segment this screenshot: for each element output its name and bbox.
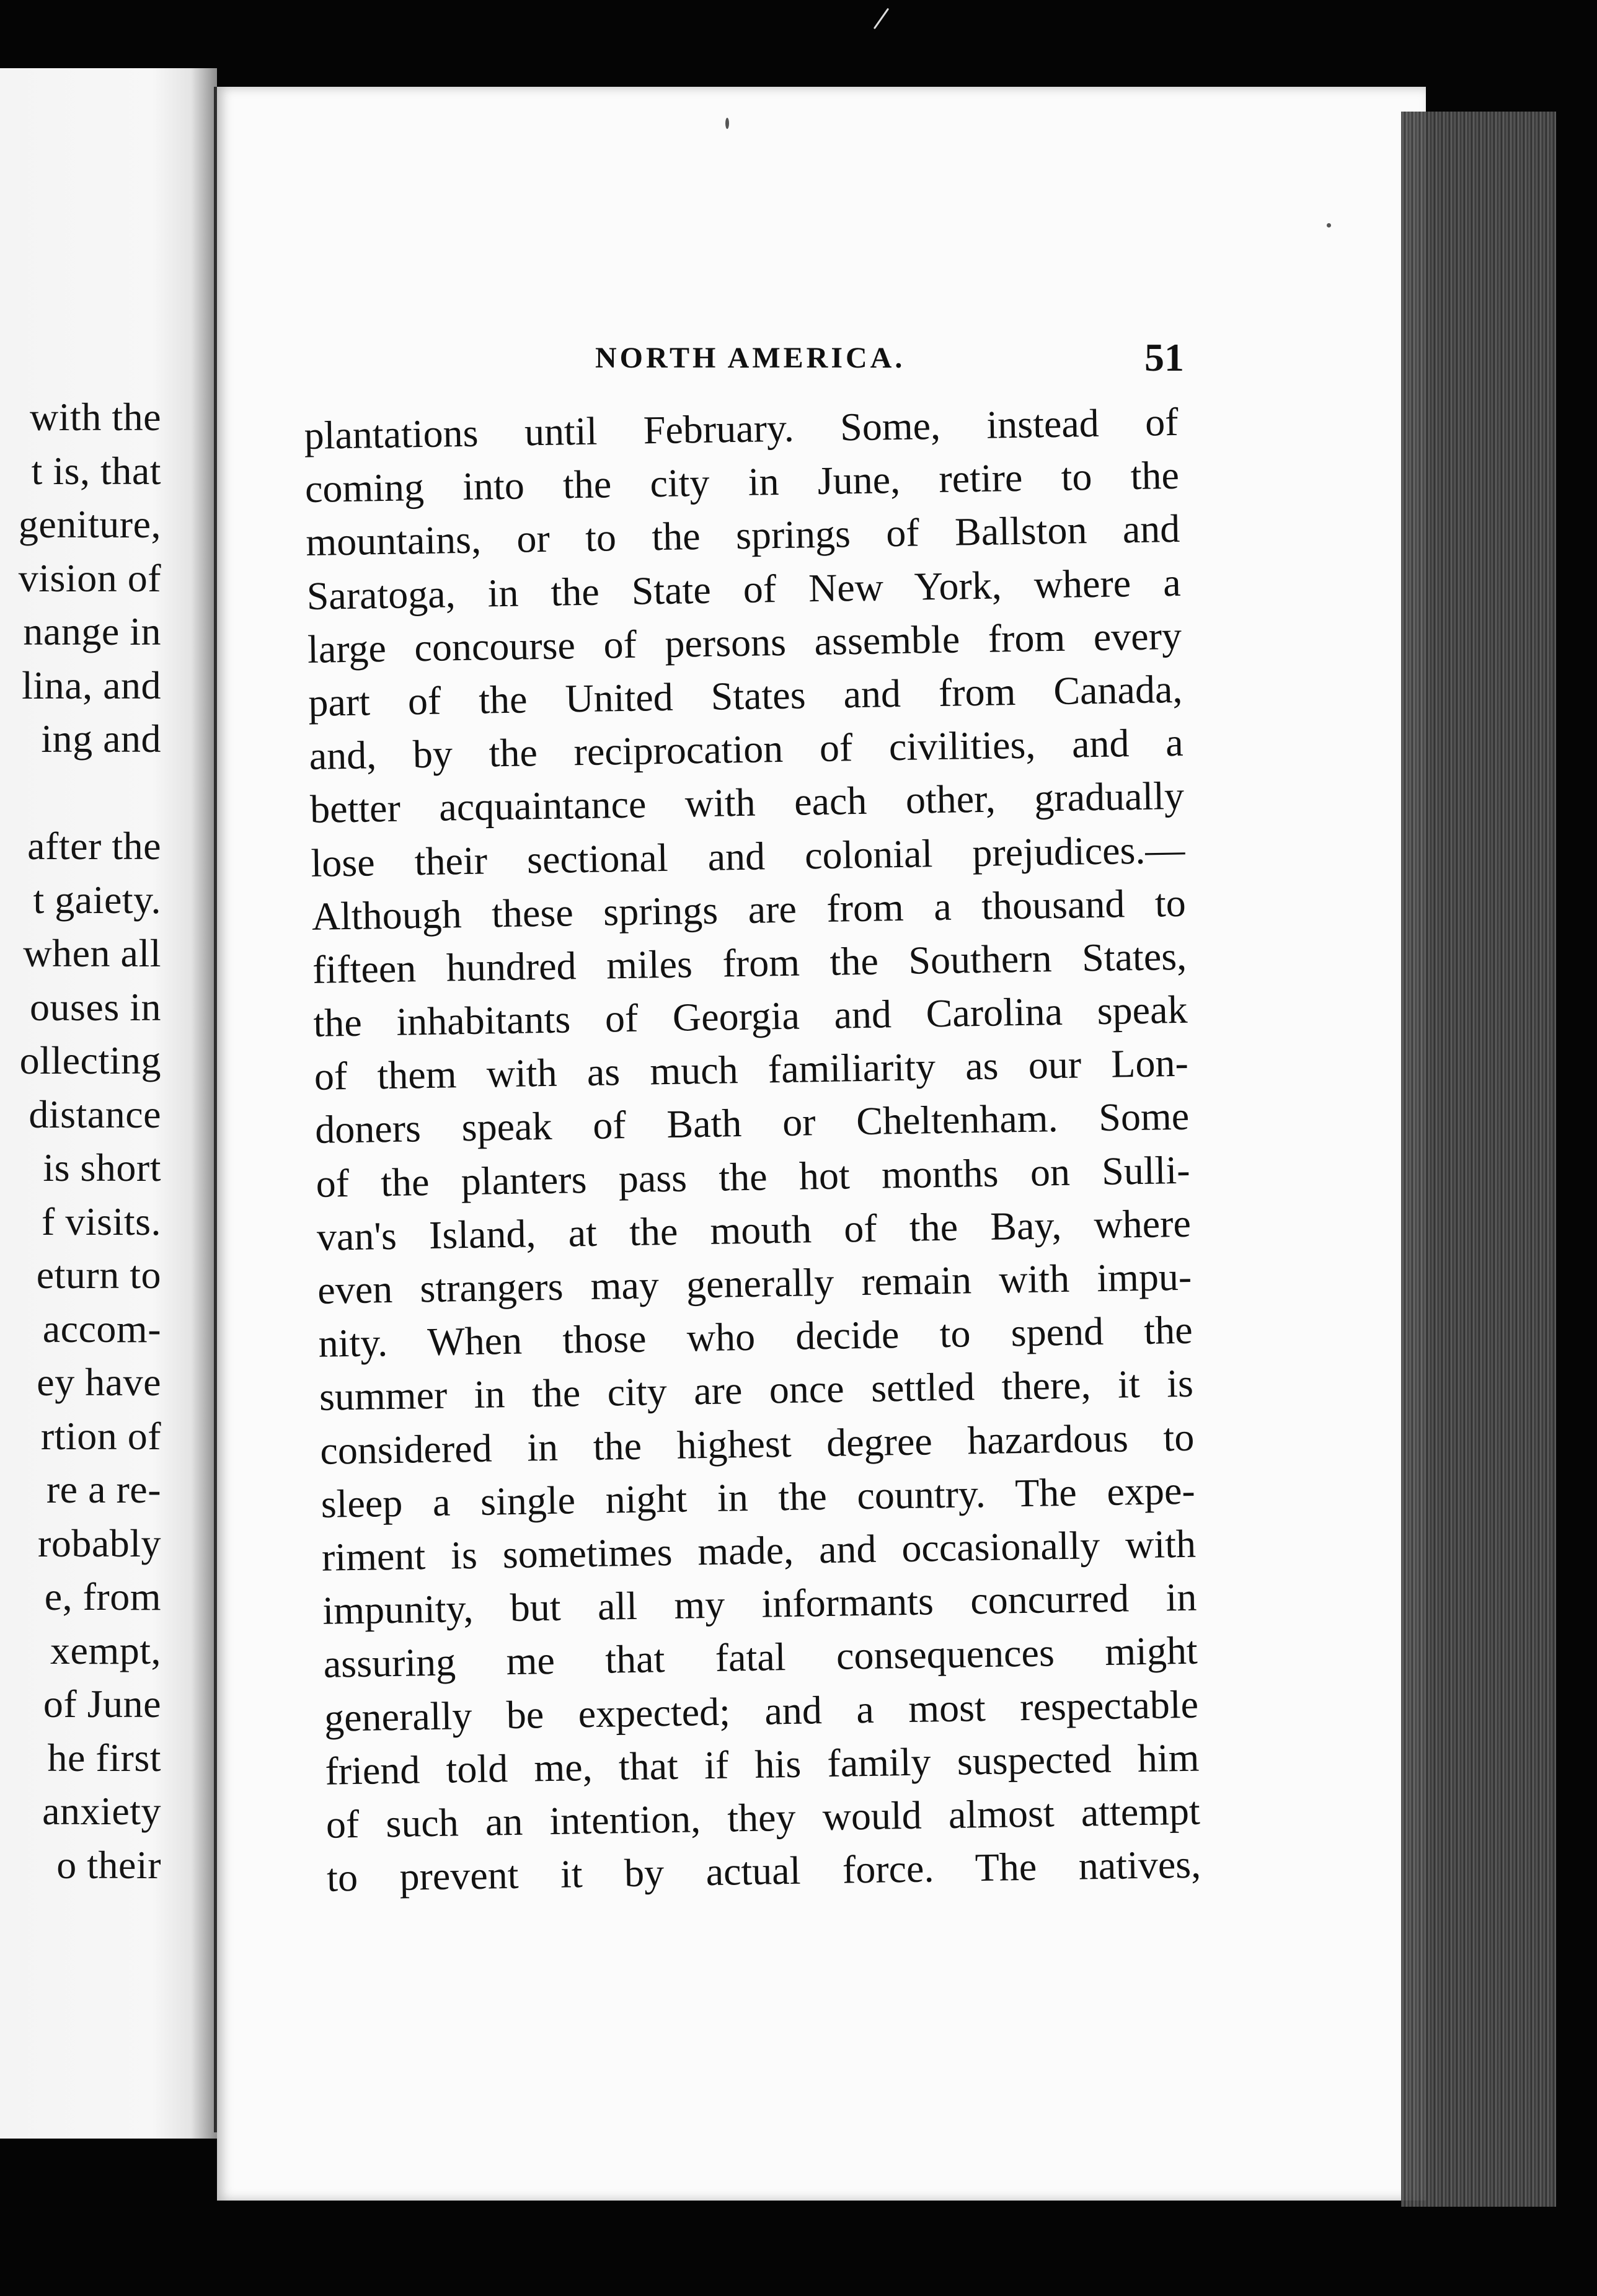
left-line: anxiety — [42, 1789, 161, 1833]
text-line: mountains, or to the springs of Ballston and — [305, 506, 1180, 565]
left-line: t gaiety. — [33, 877, 161, 922]
text-line: and, by the reciprocation of civilities, and a — [309, 720, 1184, 779]
text-line: Although these springs are from a thousand to — [311, 880, 1187, 938]
left-line: is short — [43, 1146, 161, 1190]
left-line: distance — [29, 1092, 161, 1136]
left-line: lina, and — [22, 663, 161, 707]
left-line: ey have — [37, 1360, 161, 1404]
left-line: ing and — [41, 717, 161, 761]
left-line: rtion of — [40, 1413, 161, 1458]
left-line: with the — [30, 395, 161, 439]
paper-speck — [874, 8, 889, 29]
text-line: Saratoga, in the State of New York, where a — [306, 560, 1182, 618]
paper-speck — [1327, 223, 1331, 227]
text-line: van's Island, at the mouth of the Bay, where — [316, 1201, 1192, 1259]
text-line: part of the United States and from Canada, — [307, 666, 1183, 725]
text-line: doners speak of Bath or Cheltenham. Some — [314, 1094, 1190, 1152]
text-line: the inhabitants of Georgia and Carolina speak — [313, 987, 1188, 1045]
page-body-text — [304, 395, 1201, 1905]
page-header — [595, 335, 1184, 391]
running-head: NORTH AMERICA. — [595, 342, 906, 374]
text-line: sleep a single night in the country. The expe- — [321, 1468, 1196, 1526]
left-line: eturn to — [36, 1253, 161, 1297]
page-number: 51 — [1144, 335, 1184, 379]
text-line: large concourse of persons assemble from every — [307, 613, 1182, 671]
left-line: vision of — [18, 555, 161, 600]
left-line: of June — [43, 1682, 161, 1726]
left-line-gap — [0, 766, 161, 820]
left-line: ouses in — [30, 984, 161, 1029]
left-line: robably — [38, 1521, 161, 1565]
left-line: geniture, — [18, 502, 161, 546]
text-line: even strangers may generally remain with impu- — [317, 1254, 1192, 1312]
text-line: friend told me, that if his family suspected him — [324, 1735, 1200, 1793]
left-line: f visits. — [42, 1199, 161, 1243]
left-line: o their — [56, 1842, 161, 1887]
text-line: fifteen hundred miles from the Southern States, — [312, 934, 1187, 992]
text-line: riment is sometimes made, and occasionally with — [321, 1521, 1197, 1579]
text-line: impunity, but all my informants concurred in — [322, 1574, 1197, 1633]
left-line: when all — [23, 931, 161, 975]
text-line: of such an intention, they would almost attempt — [325, 1788, 1201, 1847]
text-line: considered in the highest degree hazardous to — [319, 1415, 1195, 1473]
text-line: summer in the city are once settled there, it is — [319, 1361, 1194, 1420]
text-line: coming into the city in June, retire to the — [304, 453, 1180, 511]
page-fore-edge — [1401, 112, 1556, 2207]
paper-speck — [725, 118, 729, 129]
left-line: accom- — [42, 1306, 161, 1351]
text-line: plantations until February. Some, instead of — [304, 399, 1179, 457]
left-line: xempt, — [50, 1628, 161, 1672]
left-line: re a re- — [46, 1467, 161, 1511]
text-line: better acquaintance with each other, gradually — [309, 774, 1185, 832]
left-line: after the — [27, 824, 161, 868]
left-line: t is, that — [31, 448, 161, 493]
left-line: nange in — [23, 609, 161, 653]
left-page-text — [0, 391, 161, 1892]
text-line: assuring me that fatal consequences might — [323, 1628, 1198, 1687]
text-line: to prevent it by actual force. The natives, — [326, 1842, 1201, 1900]
text-line: generally be expected; and a most respectable — [324, 1682, 1199, 1740]
left-page — [0, 68, 217, 2139]
text-line: nity. When those who decide to spend the — [318, 1307, 1193, 1366]
text-line: lose their sectional and colonial prejudices.— — [310, 827, 1185, 885]
left-line: he first — [47, 1735, 161, 1780]
text-line: of the planters pass the hot months on Sulli- — [316, 1147, 1191, 1206]
left-line: ollecting — [19, 1038, 161, 1082]
left-line: e, from — [44, 1574, 161, 1618]
text-line: of them with as much familiarity as our Lon- — [314, 1040, 1189, 1099]
